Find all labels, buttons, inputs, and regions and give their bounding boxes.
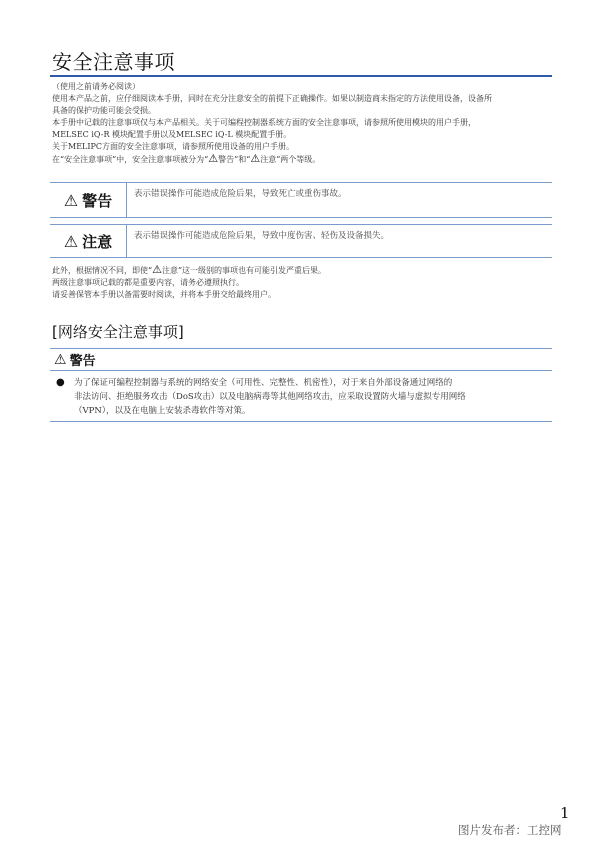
warning-triangle-icon: ⚠	[63, 231, 79, 251]
title-underline	[50, 75, 552, 77]
classify-caution: 注意	[260, 155, 277, 164]
network-warning-line: （VPN），以及在电脑上安装杀毒软件等对策。	[74, 406, 251, 416]
caution-label-text: 注意	[82, 232, 113, 251]
network-warning-label: 警告	[69, 354, 96, 369]
bullet-icon: ●	[56, 377, 65, 388]
warning-triangle-icon: ⚠	[152, 263, 162, 276]
intro-line: MELSEC iQ-R 模块配置手册以及MELSEC iQ-L 模块配置手册。	[52, 130, 292, 139]
watermark: 图片发布者：工控网	[458, 823, 562, 837]
caution-label	[50, 225, 127, 257]
caution-definition-box	[50, 224, 552, 258]
warning-label	[50, 183, 127, 217]
warning-triangle-icon: ⚠	[63, 190, 79, 210]
keep-manual-line: 请妥善保管本手册以备需要时阅读，并将本手册交给最终用户。	[52, 290, 276, 299]
severity-note-suffix: ”这一级别的事项也有可能引发严重后果。	[177, 266, 327, 275]
classify-mid: ”和“	[234, 155, 251, 164]
page-number: 1	[560, 804, 570, 822]
warning-triangle-icon: ⚠	[250, 152, 261, 165]
network-section-title: [网络安全注意事项]	[52, 323, 184, 341]
warning-triangle-icon: ⚠	[54, 351, 67, 368]
intro-line: （使用之前请务必阅读）	[52, 82, 140, 91]
intro-line: 本手册中记载的注意事项仅与本产品相关。关于可编程控制器系统方面的安全注意事项，请参照所使用模块的用户手册，	[52, 118, 476, 127]
after-text	[52, 264, 552, 301]
intro-text	[52, 81, 552, 166]
intro-line: 使用本产品之前，应仔细阅读本手册，同时在充分注意安全的前提下正确操作。如果以制造商未指定的方法使用设备，设备所	[52, 94, 492, 103]
severity-note-line	[52, 264, 552, 277]
warning-description: 表示错误操作可能造成危险后果，导致死亡或重伤事故。	[134, 189, 347, 199]
classify-warning: 警告	[218, 155, 235, 164]
classify-prefix: 在“安全注意事项”中，安全注意事项被分为“	[52, 155, 209, 164]
caution-description: 表示错误操作可能造成危险后果，导致中度伤害、轻伤及设备损失。	[134, 231, 390, 241]
network-warning-header	[50, 349, 552, 371]
warning-triangle-icon: ⚠	[208, 152, 219, 165]
severity-note-caution: 注意	[161, 266, 178, 275]
network-warning-line: 为了保证可编程控制器与系统的网络安全（可用性、完整性、机密性），对于来自外部设备通过网络的	[74, 378, 453, 388]
page-title: 安全注意事项	[52, 50, 175, 74]
network-warning-body	[56, 376, 548, 418]
warning-definition-box	[50, 182, 552, 218]
network-warning-box	[50, 348, 552, 422]
warning-label-text: 警告	[82, 191, 113, 210]
intro-line: 具备的保护功能可能会受损。	[52, 106, 156, 115]
network-warning-line: 非法访问、拒绝服务攻击（DoS攻击）以及电脑病毒等其他网络攻击，应采取设置防火墙与虚拟专用网络	[74, 392, 466, 402]
intro-line: 关于MELIPC方面的安全注意事项，请参照所使用设备的用户手册。	[52, 142, 295, 151]
severity-note-prefix: 此外，根据情况不同，即使“	[52, 266, 153, 275]
classification-line	[52, 153, 552, 166]
classify-suffix: ”两个等级。	[276, 155, 321, 164]
important-note-line: 两级注意事项记载的都是重要内容，请务必遵照执行。	[52, 278, 244, 287]
